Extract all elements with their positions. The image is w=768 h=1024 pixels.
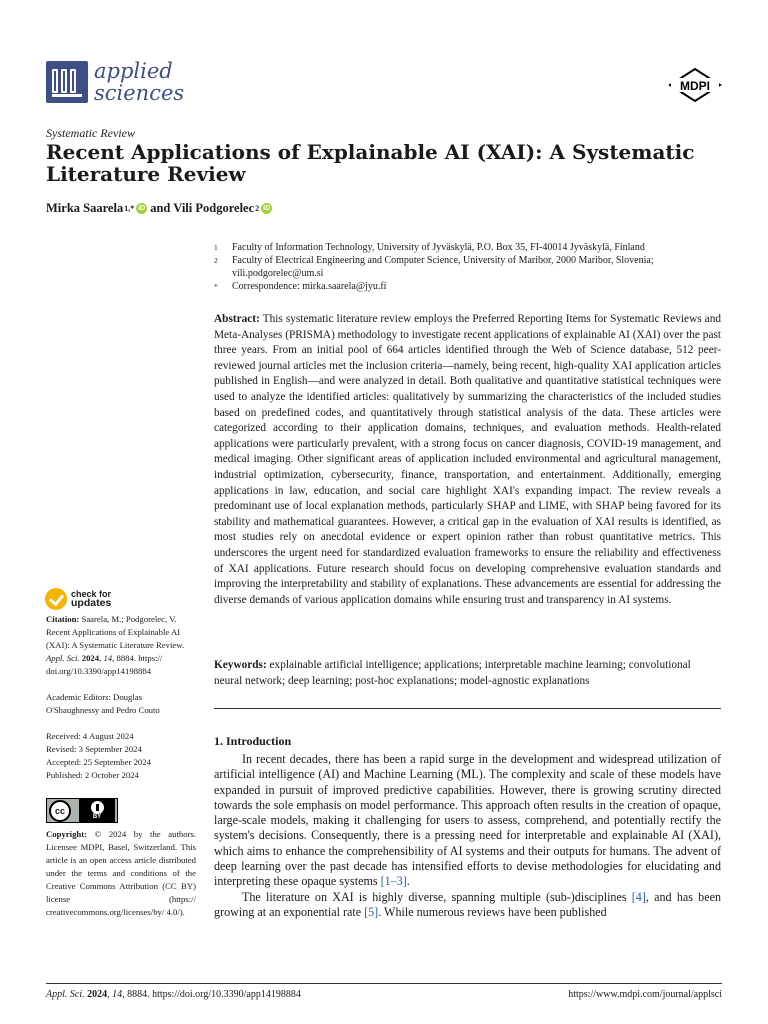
orcid-icon[interactable]: iD [138, 205, 146, 212]
revised-date: Revised: 3 September 2024 [46, 744, 142, 754]
article-title: Recent Applications of Explainable AI (XAI): A Systematic Literature Review [46, 140, 695, 186]
journal-name: applied sciences [94, 59, 185, 105]
published-date: Published: 2 October 2024 [46, 770, 139, 780]
citation-link[interactable]: [1–3] [380, 874, 407, 889]
paragraph: In recent decades, there has been a rapid surge in the development and widespread utilization of artificial intelligence (AI) and Machine Learning (ML). The complexity and scale of these models have expanded in pursuit of improved predictive capabilities. However, there is growing scrutiny directed towards the sole emphasis on model performance. This approach often results in the creation of opaque, large-scale models, making it challenging for users to assess, comprehend, and potentially rectify the system's decisions. Consequently, there is a pressing need for interpretable and explainable AI (XAI), which aims to enhance the comprehensibility of AI systems and their outputs for humans. The advent of deep learning over the past decade has intensified efforts to devise methodologies for elucidating and interpreting these opaque systems [1–3]. [214, 752, 721, 889]
keywords-text: explainable artificial intelligence; applications; interpretable machine learning; convolutional neural network; deep learning; post-hoc explanations; model-agnostic explanations [214, 659, 691, 687]
abstract [214, 312, 721, 608]
keywords-label: Keywords: [214, 659, 267, 671]
divider [214, 708, 721, 709]
received-date: Received: 4 August 2024 [46, 731, 134, 741]
author-superscript: 1,* [124, 204, 135, 213]
journal-logo[interactable] [46, 60, 184, 104]
orcid-icon[interactable]: iD [263, 205, 271, 212]
affiliations [214, 241, 724, 293]
introduction-body [214, 752, 721, 920]
author-list [46, 201, 275, 216]
author-superscript: 2 [255, 204, 260, 213]
doi-link[interactable]: , 8884. https:// doi.org/10.3390/app14198884 [46, 653, 163, 676]
cc-by-license-badge[interactable]: cc BY [46, 798, 118, 823]
footer-citation: Appl. Sci. 2024, 14, 8884. https://doi.org/10.3390/app14198884 [46, 989, 301, 1000]
academic-editors: Academic Editors: Douglas O'Shaughnessy and Pedro Couto [46, 692, 160, 715]
correspondence: * Correspondence: mirka.saarela@jyu.fi [214, 281, 387, 292]
mdpi-logo[interactable] [668, 68, 722, 102]
abstract-text: This systematic literature review employs the Preferred Reporting Items for Systematic Reviews and Meta-Analyses (PRISMA) methodology to investigate recent applications of explainable AI (XAI) over the past three years. From an initial pool of 664 articles identified through the Web of Science database, 512 peer-reviewed journal articles met the inclusion criteria—namely, being recent, high-quality XAI application articles published in English—and were analyzed in detail. Both qualitative and quantitative statistical techniques were used to analyze the identified articles: qualitatively by summarizing the characteristics of the included studies based on predefined codes, and quantitatively through statistical analysis of the data. These articles were categorized according to their application domains, techniques, and evaluation methods. Health-related applications were particularly prevalent, with a strong focus on cancer diagnosis, COVID-19 management, and medical imaging. Other significant areas of application included environmental and agricultural management, industrial optimization, cybersecurity, finance, transportation, and entertainment. Additionally, emerging applications in law, education, and social care highlight XAI's expanding impact. The review reveals a predominant use of local explanation methods, particularly SHAP and LIME, with SHAP being favored for its stability and mathematical guarantees. However, a critical gap in the evaluation of XAI results is identified, as most studies rely on anecdotal evidence or expert opinion rather than robust quantitative metrics. This underscores the urgent need for standardized evaluation frameworks to ensure the reliability and effectiveness of XAI applications. Future research should focus on developing comprehensive evaluation standards and improving the interpretability and stability of explanations. These advancements are essential for addressing the diverse demands of various application domains while ensuring trust and transparency in AI systems. [214, 313, 721, 606]
journal-url-link[interactable]: https://www.mdpi.com/journal/applsci [568, 989, 722, 1000]
citation-link[interactable]: [5] [364, 904, 379, 919]
footer-divider [46, 983, 722, 984]
section-heading: 1. Introduction [214, 734, 292, 748]
creative-commons-icon: cc [49, 800, 71, 822]
footer-doi-link[interactable]: , 8884. https://doi.org/10.3390/app14198884 [122, 989, 301, 1000]
svg-text:MDPI: MDPI [680, 79, 710, 93]
journal-emblem-icon [46, 61, 88, 103]
abstract-label: Abstract: [214, 313, 260, 325]
paragraph: The literature on XAI is highly diverse, spanning multiple (sub-)disciplines [4], and has been growing at an exponential rate [5]. While numerous reviews have been published [214, 889, 721, 919]
affiliation-item: 1 Faculty of Information Technology, University of Jyväskylä, P.O. Box 35, FI-40014 Jyväskylä, Finland [214, 242, 645, 253]
check-for-updates-button[interactable]: check for updates [45, 588, 111, 610]
author-name[interactable]: and Vili Podgorelec [150, 201, 255, 215]
citation-block: Citation: Saarela, M.; Podgorelec, V. Recent Applications of Explainable AI (XAI): A Systematic Literature Review. Appl. Sci. 2024, 14, 8884. https:// doi.org/10.3390/app14198884 [46, 614, 185, 676]
copyright-notice: Copyright: © 2024 by the authors. Licensee MDPI, Basel, Switzerland. This article is an open access article distributed under the terms and conditions of the Creative Commons Attribution (CC BY) license (https:// creativecommons.org/licenses/by/ 4.0/). [46, 829, 196, 917]
citation-link[interactable]: [4] [631, 889, 646, 904]
article-type: Systematic Review [46, 126, 135, 140]
publication-dates [46, 730, 196, 782]
accepted-date: Accepted: 25 September 2024 [46, 757, 151, 767]
attribution-icon [91, 801, 104, 814]
check-icon [45, 588, 67, 610]
author-name[interactable]: Mirka Saarela [46, 201, 124, 215]
affiliation-item: 2 Faculty of Electrical Engineering and Computer Science, University of Maribor, 2000 Maribor, Slovenia; vili.podgorelec@um.si [214, 255, 654, 279]
keywords [214, 658, 721, 689]
